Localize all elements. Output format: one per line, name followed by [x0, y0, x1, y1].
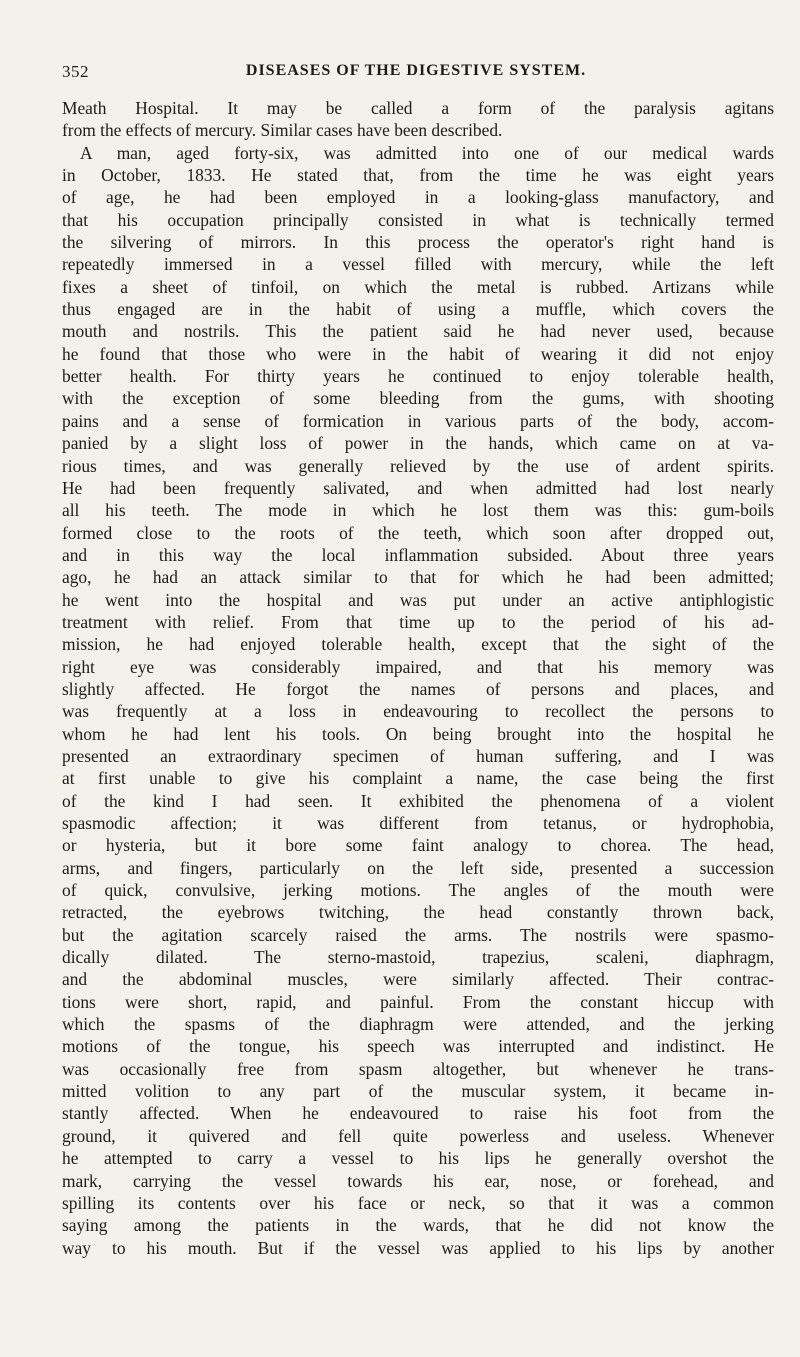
text-line: A man, aged forty-six, was admitted into one of our medical wards [80, 142, 774, 163]
paragraph-1 [62, 97, 774, 142]
text-line: slightly affected. He forgot the names of persons and places, and [62, 678, 774, 699]
text-line: mission, he had enjoyed tolerable health, except that the sight of the [62, 634, 774, 655]
text-line: stantly affected. When he endeavoured to raise his foot from the [62, 1103, 774, 1124]
running-head [62, 62, 770, 84]
text-line: presented an extraordinary specimen of human suffering, and I was [62, 745, 774, 766]
text-line: but the agitation scarcely raised the arms. The nostrils were spasmo- [62, 924, 774, 945]
text-line: the silvering of mirrors. In this process the operator's right hand is [62, 232, 774, 253]
text-line: with the exception of some bleeding from the gums, with shooting [62, 388, 774, 409]
text-line: spilling its contents over his face or neck, so that it was a common [62, 1192, 774, 1213]
text-line: motions of the tongue, his speech was interrupted and indistinct. He [62, 1036, 774, 1057]
text-line: of quick, convulsive, jerking motions. The angles of the mouth were [62, 880, 774, 901]
text-line: and the abdominal muscles, were similarly affected. Their contrac- [62, 969, 774, 990]
text-line: saying among the patients in the wards, that he did not know the [62, 1215, 774, 1236]
text-line: mark, carrying the vessel towards his ear, nose, or forehead, and [62, 1170, 774, 1191]
text-line: in October, 1833. He stated that, from the time he was eight years [62, 165, 774, 186]
text-line: from the effects of mercury. Similar cases have been described. [62, 120, 503, 141]
text-line: thus engaged are in the habit of using a muffle, which covers the [62, 299, 774, 320]
body-text [62, 97, 774, 1259]
text-line: all his teeth. The mode in which he lost them was this: gum-boils [62, 500, 774, 521]
page-number: 352 [62, 62, 89, 81]
text-line: ground, it quivered and fell quite powerless and useless. Whenever [62, 1125, 774, 1146]
text-line: better health. For thirty years he continued to enjoy tolerable health, [62, 366, 774, 387]
text-line: that his occupation principally consisted in what is technically termed [62, 209, 774, 230]
text-line: was occasionally free from spasm altogether, but whenever he trans- [62, 1058, 774, 1079]
text-line: tions were short, rapid, and painful. From the constant hiccup with [62, 991, 774, 1012]
text-line: formed close to the roots of the teeth, which soon after dropped out, [62, 522, 774, 543]
text-line: repeatedly immersed in a vessel filled with mercury, while the left [62, 254, 774, 275]
running-title: DISEASES OF THE DIGESTIVE SYSTEM. [245, 62, 587, 79]
text-line: He had been frequently salivated, and when admitted had lost nearly [62, 477, 774, 498]
text-line: arms, and fingers, particularly on the left side, presented a succession [62, 857, 774, 878]
text-line: or hysteria, but it bore some faint analogy to chorea. The head, [62, 835, 774, 856]
text-line: panied by a slight loss of power in the hands, which came on at va- [62, 433, 774, 454]
text-line: right eye was considerably impaired, and that his memory was [62, 656, 774, 677]
text-line: dically dilated. The sterno-mastoid, trapezius, scaleni, diaphragm, [62, 947, 774, 968]
text-line: retracted, the eyebrows twitching, the head constantly thrown back, [62, 902, 774, 923]
text-line: fixes a sheet of tinfoil, on which the metal is rubbed. Artizans while [62, 276, 774, 297]
text-line: was frequently at a loss in endeavouring to recollect the persons to [62, 701, 774, 722]
text-line: which the spasms of the diaphragm were attended, and the jerking [62, 1014, 774, 1035]
text-line: spasmodic affection; it was different from tetanus, or hydrophobia, [62, 813, 774, 833]
text-line: of the kind I had seen. It exhibited the phenomena of a violent [62, 790, 774, 811]
text-line: and in this way the local inflammation subsided. About three years [62, 544, 774, 565]
text-line: rious times, and was generally relieved by the use of ardent spirits. [62, 455, 774, 476]
text-line: at first unable to give his complaint a name, the case being the first [62, 768, 774, 789]
text-line: Meath Hospital. It may be called a form of the paralysis agitans [62, 98, 774, 118]
text-line: he found that those who were in the habit of wearing it did not enjoy [62, 343, 774, 364]
paragraph-2 [62, 142, 774, 1259]
text-line: mitted volition to any part of the muscular system, it became in- [62, 1081, 774, 1102]
text-line: way to his mouth. But if the vessel was applied to his lips by another [62, 1237, 774, 1258]
text-line: he attempted to carry a vessel to his lips he generally overshot the [62, 1148, 774, 1169]
text-line: of age, he had been employed in a looking-glass manufactory, and [62, 187, 774, 208]
text-line: mouth and nostrils. This the patient said he had never used, because [62, 321, 774, 342]
text-line: whom he had lent his tools. On being brought into the hospital he [62, 723, 774, 744]
text-line: ago, he had an attack similar to that for which he had been admitted; [62, 567, 774, 588]
text-line: pains and a sense of formication in various parts of the body, accom- [62, 410, 774, 431]
text-line: treatment with relief. From that time up to the period of his ad- [62, 611, 774, 632]
text-line: he went into the hospital and was put under an active antiphlogistic [62, 589, 774, 610]
